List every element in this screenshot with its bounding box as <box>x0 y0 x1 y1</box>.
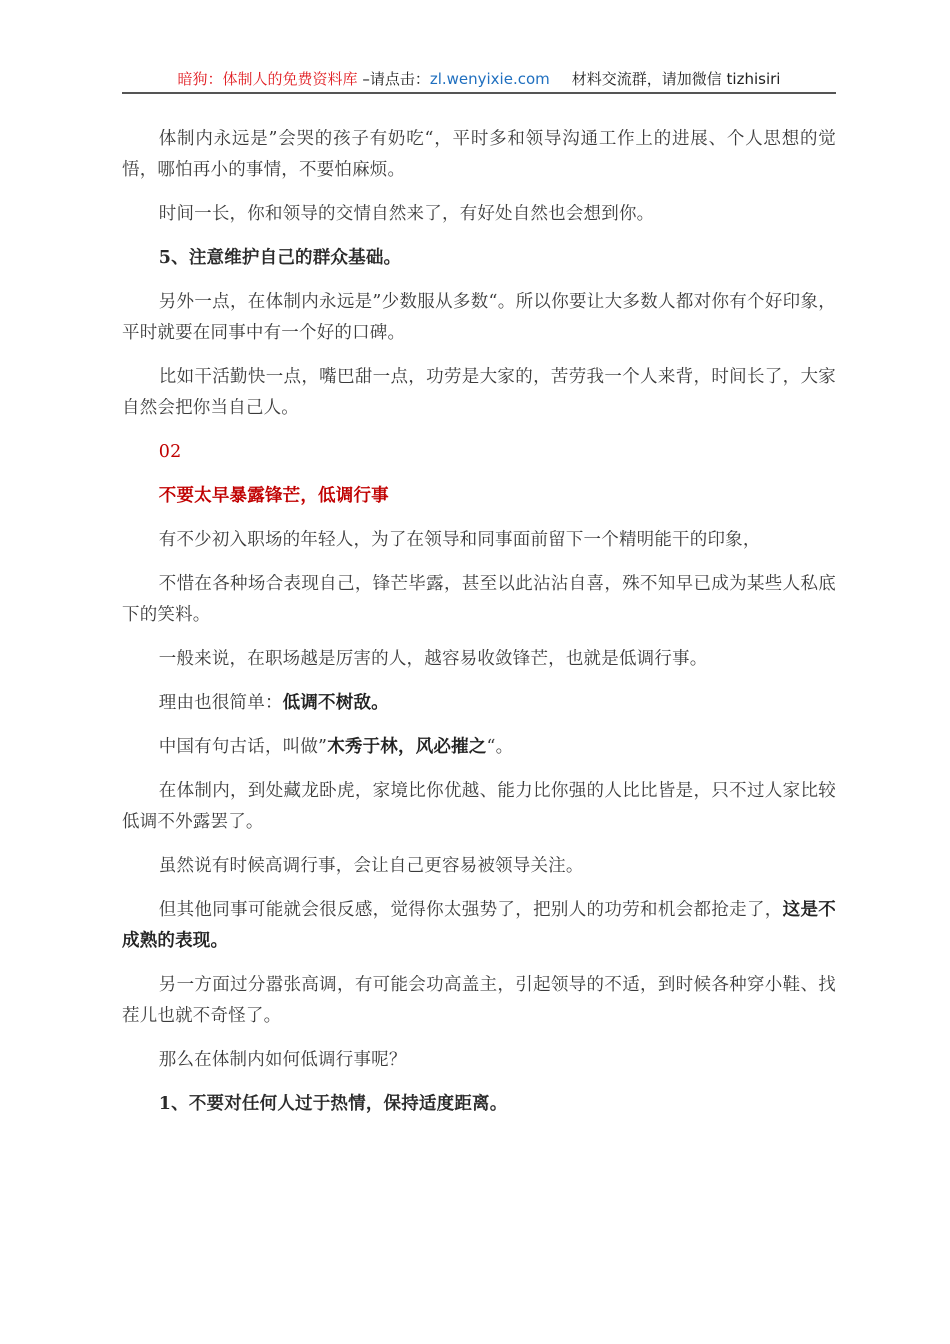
subheading: 5、注意维护自己的群众基础。 <box>158 248 402 268</box>
document-body <box>122 124 836 1133</box>
paragraph: 那么在体制内如何低调行事呢？ <box>158 1050 407 1070</box>
paragraph: 一般来说，在职场越是厉害的人，越容易收敛锋芒，也就是低调行事。 <box>158 649 708 669</box>
paragraph-text: “。 <box>486 737 514 757</box>
bold-phrase: 这是不成熟的表现。 <box>122 900 836 951</box>
header-group-text: 材料交流群，请加微信 tizhisiri <box>571 70 781 88</box>
page-header <box>122 66 836 94</box>
header-brand: 暗狗：体制人的免费资料库 <box>177 70 358 88</box>
paragraph <box>122 895 836 957</box>
paragraph: 在体制内，到处藏龙卧虎，家境比你优越、能力比你强的人比比皆是，只不过人家比较低调不外露罢了。 <box>122 781 836 832</box>
paragraph: 体制内永远是”会哭的孩子有奶吃“，平时多和领导沟通工作上的进展、个人思想的觉悟，哪怕再小的事情，不要怕麻烦。 <box>122 129 836 180</box>
paragraph: 虽然说有时候高调行事，会让自己更容易被领导关注。 <box>158 856 584 876</box>
paragraph: 时间一长，你和领导的交情自然来了，有好处自然也会想到你。 <box>158 204 655 224</box>
header-click-prefix: –请点击： <box>357 70 430 88</box>
paragraph: 另一方面过分嚣张高调，有可能会功高盖主，引起领导的不适，到时候各种穿小鞋、找茬儿也就不奇怪了。 <box>122 975 836 1026</box>
paragraph-text: 中国有句古话，叫做” <box>158 737 328 757</box>
section-title: 不要太早暴露锋芒，低调行事 <box>158 486 389 506</box>
header-link[interactable]: zl.wenyixie.com <box>429 70 550 88</box>
paragraph-text: 理由也很简单： <box>158 693 283 713</box>
bold-phrase: 木秀于林，风必摧之 <box>327 737 487 757</box>
paragraph: 有不少初入职场的年轻人，为了在领导和同事面前留下一个精明能干的印象， <box>158 530 761 550</box>
paragraph: 比如干活勤快一点，嘴巴甜一点，功劳是大家的，苦劳我一个人来背，时间长了，大家自然会把你当自己人。 <box>122 367 836 418</box>
section-number: 02 <box>158 442 182 462</box>
subheading: 1、不要对任何人过于热情，保持适度距离。 <box>158 1094 508 1114</box>
bold-phrase: 低调不树敌。 <box>282 693 389 713</box>
paragraph: 不惜在各种场合表现自己，锋芒毕露，甚至以此沾沾自喜，殊不知早已成为某些人私底下的笑料。 <box>122 574 836 625</box>
paragraph: 另外一点，在体制内永远是”少数服从多数“。所以你要让大多数人都对你有个好印象，平时就要在同事中有一个好的口碑。 <box>122 292 836 343</box>
paragraph <box>122 732 836 763</box>
paragraph <box>122 688 836 719</box>
paragraph-text: 但其他同事可能就会很反感，觉得你太强势了，把别人的功劳和机会都抢走了， <box>158 900 783 920</box>
